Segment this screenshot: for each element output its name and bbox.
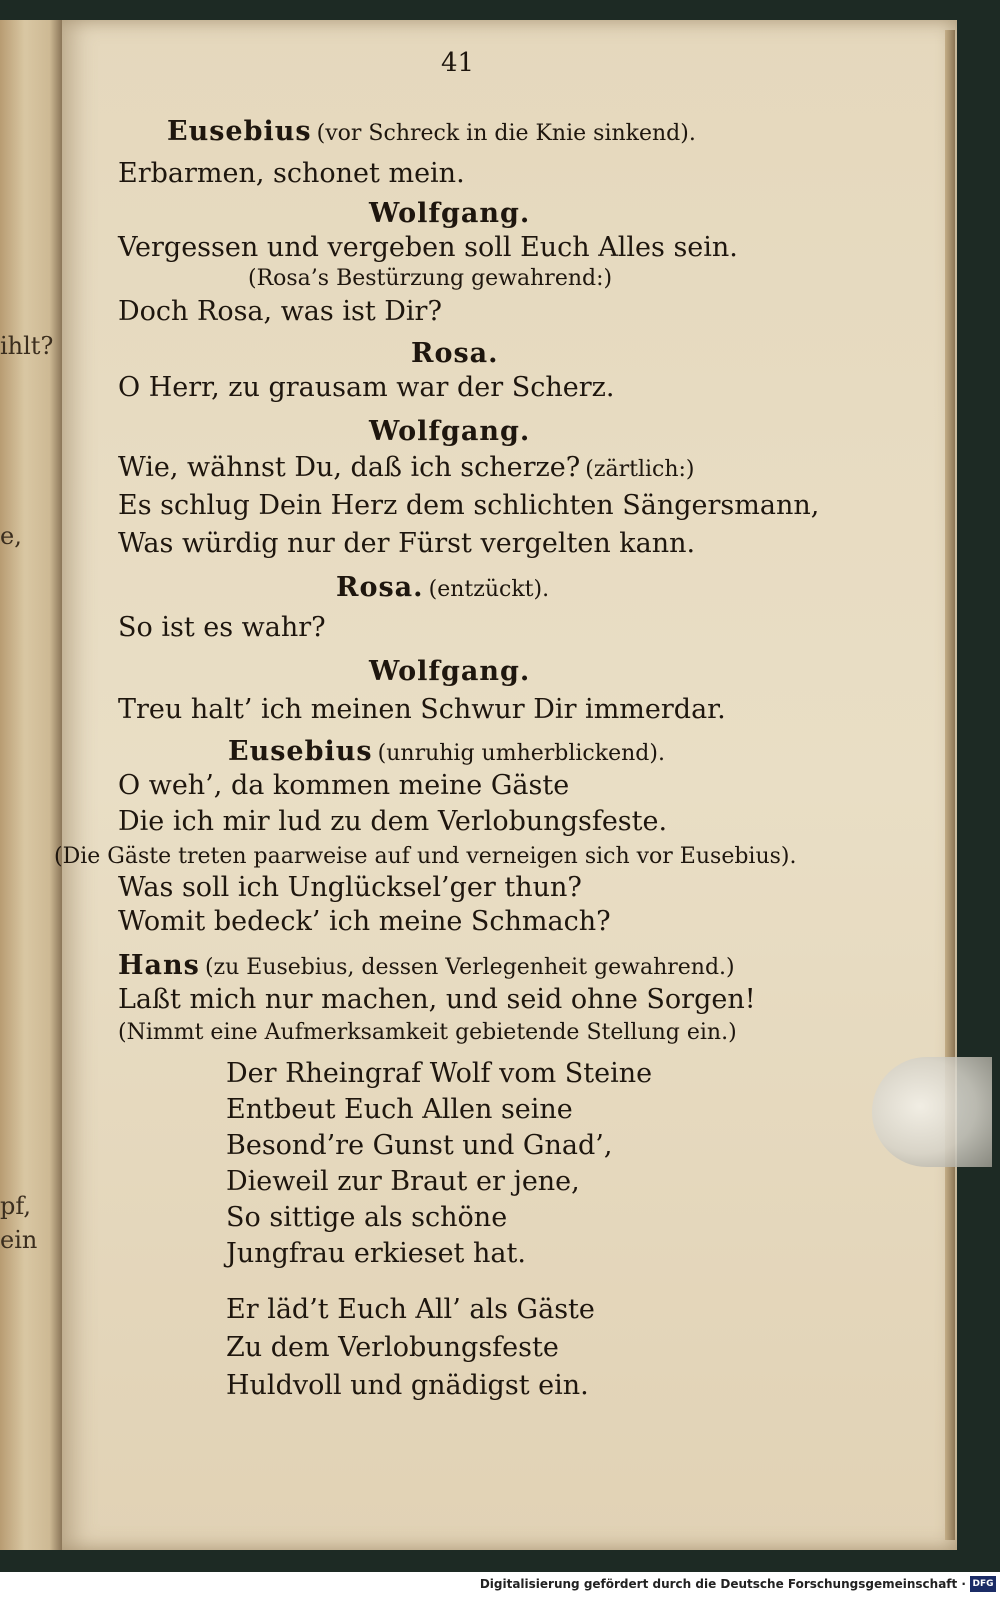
stage-direction: (Die Gäste treten paarweise auf und verneigen sich vor Eusebius).: [54, 844, 797, 869]
verse-line: Doch Rosa, was ist Dir?: [118, 296, 442, 327]
verse-line: Laßt mich nur machen, und seid ohne Sorgen!: [118, 984, 756, 1015]
left-page-fragment: pf,: [0, 1192, 32, 1220]
stage-direction: (unruhig umherblickend).: [377, 741, 665, 766]
dialogue-line: [228, 736, 665, 767]
dialogue-line: [167, 116, 696, 147]
verse-text: Wie, wähnst Du, daß ich scherze?: [118, 452, 581, 483]
verse-line: So ist es wahr?: [118, 612, 326, 643]
song-line: Zu dem Verlobungsfeste: [226, 1332, 559, 1363]
song-line: Der Rheingraf Wolf vom Steine: [226, 1058, 653, 1089]
dfg-logo-icon: DFG: [970, 1576, 996, 1592]
left-page-fragment: ihlt?: [0, 332, 54, 360]
stage-direction: (zärtlich:): [585, 457, 695, 482]
speaker-heading: Wolfgang.: [369, 198, 531, 229]
verse-line: Was soll ich Unglücksel’ger thun?: [118, 872, 582, 903]
speaker-name: Eusebius: [228, 736, 373, 767]
page-clip: [872, 1057, 992, 1167]
verse-line: Erbarmen, schonet mein.: [118, 158, 465, 189]
speaker-heading: Wolfgang.: [369, 656, 531, 687]
speaker-heading: Rosa.: [411, 338, 499, 369]
dialogue-line: [336, 572, 549, 603]
verse-line: Treu halt’ ich meinen Schwur Dir immerdar.: [118, 694, 726, 725]
verse-line: Womit bedeck’ ich meine Schmach?: [118, 906, 611, 937]
speaker-heading: Wolfgang.: [369, 416, 531, 447]
song-line: Entbeut Euch Allen seine: [226, 1094, 573, 1125]
stage-direction: (Rosa’s Bestürzung gewahrend:): [248, 266, 613, 291]
song-line: Besond’re Gunst und Gnad’,: [226, 1130, 613, 1161]
left-page-edge: [0, 20, 62, 1550]
song-line: So sittige als schöne: [226, 1202, 508, 1233]
stage-direction: (Nimmt eine Aufmerksamkeit gebietende Stellung ein.): [118, 1020, 737, 1045]
speaker-name: Hans: [118, 950, 200, 981]
verse-line: Es schlug Dein Herz dem schlichten Sängersmann,: [118, 490, 820, 521]
dialogue-line: [118, 950, 735, 981]
song-line: Jungfrau erkieset hat.: [226, 1238, 526, 1269]
verse-line: O Herr, zu grausam war der Scherz.: [118, 372, 615, 403]
dialogue-line: [118, 452, 695, 483]
stage-direction: (vor Schreck in die Knie sinkend).: [316, 121, 696, 146]
stage-direction: (entzückt).: [428, 577, 550, 602]
verse-line: Was würdig nur der Fürst vergelten kann.: [118, 528, 696, 559]
stage-direction: (zu Eusebius, dessen Verlegenheit gewahrend.): [204, 955, 735, 980]
left-page-fragment: e,: [0, 522, 22, 550]
left-page-fragment: ein: [0, 1226, 38, 1254]
footer-credit: Digitalisierung gefördert durch die Deutsche Forschungsgemeinschaft ·: [479, 1577, 966, 1591]
song-line: Er läd’t Euch All’ als Gäste: [226, 1294, 595, 1325]
song-line: Dieweil zur Braut er jene,: [226, 1166, 580, 1197]
digitization-footer: [0, 1572, 1000, 1599]
verse-line: Die ich mir lud zu dem Verlobungsfeste.: [118, 806, 668, 837]
speaker-name: Rosa.: [336, 572, 424, 603]
page-number: 41: [441, 48, 475, 78]
page-edge: [945, 30, 955, 1540]
verse-line: O weh’, da kommen meine Gäste: [118, 770, 570, 801]
verse-line: Vergessen und vergeben soll Euch Alles sein.: [118, 232, 738, 263]
speaker-name: Eusebius: [167, 116, 312, 147]
song-line: Huldvoll und gnädigst ein.: [226, 1370, 589, 1401]
